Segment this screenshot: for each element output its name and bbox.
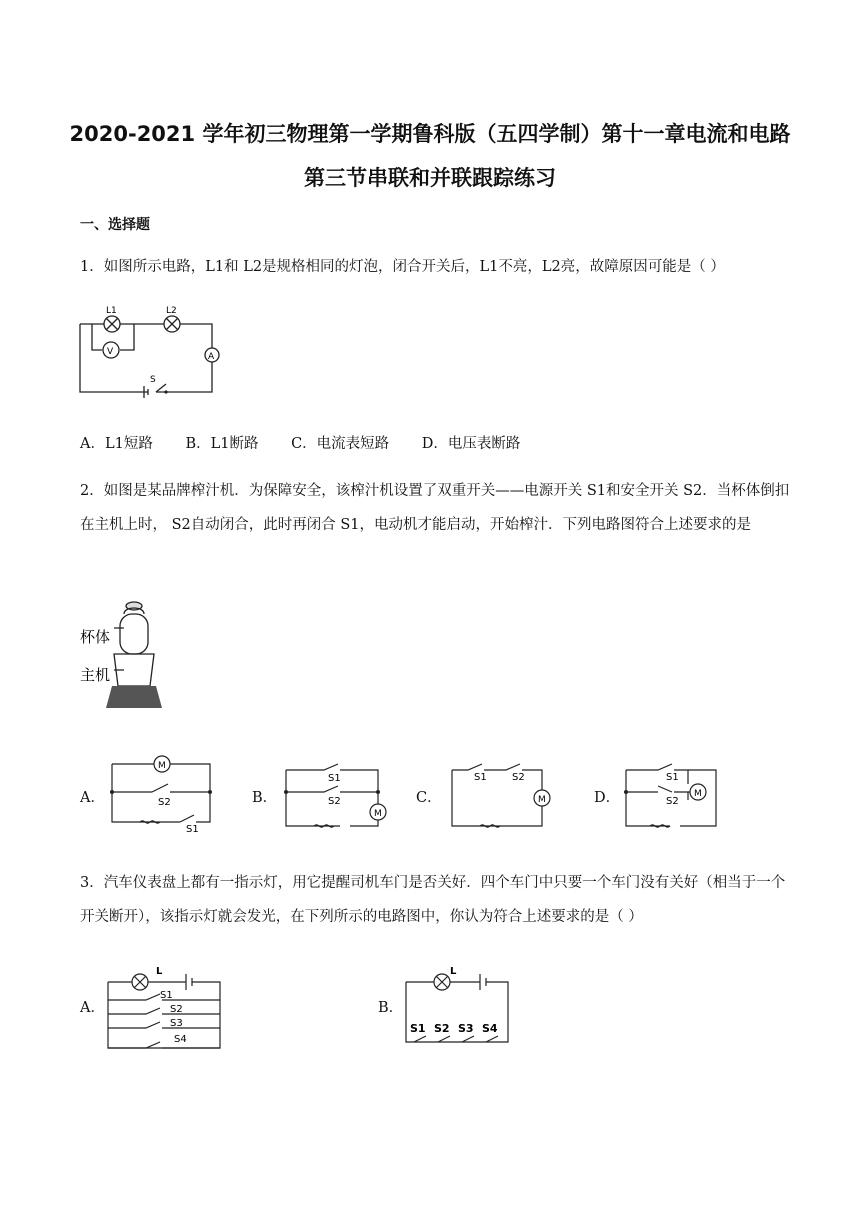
q3-circuit-b [404,962,516,1046]
q2a-s2: S2 [158,797,171,808]
q3b-s1: S1 [410,1022,426,1035]
q2c-s1: S1 [474,772,487,783]
question-1-text: 1．如图所示电路，L1和 L2是规格相同的灯泡，闭合开关后，L1不亮，L2亮，故障原因可能是（ ） [80,259,725,275]
juicer-base-label: 主机 [80,666,111,684]
q2-circuit-d [624,762,724,832]
q2-option-c[interactable]: C． [416,790,442,806]
q1-ammeter-label: A [208,352,215,362]
q2b-s2: S2 [328,796,341,807]
q1-option-a[interactable]: A．L1短路 [80,436,153,452]
title-line-2: 第三节串联和并联跟踪练习 [304,166,556,190]
q3b-s3: S3 [458,1022,474,1035]
q3a-s3: S3 [170,1018,183,1029]
q2-circuit-c [450,760,560,832]
q1-l1-label: L1 [106,306,117,316]
q2c-motor: M [538,795,546,805]
q2-option-d[interactable]: D． [594,790,621,806]
title-line-1: 2020-2021 学年初三物理第一学期鲁科版（五四学制）第十一章电流和电路 [69,122,791,146]
q1-voltmeter-label: V [107,347,114,357]
q2d-s2: S2 [666,796,679,807]
juicer-illustration [80,600,165,710]
q1-option-c[interactable]: C．电流表短路 [291,436,390,452]
q3a-s1: S1 [160,990,173,1001]
q2-option-a[interactable]: A． [80,790,105,806]
q3-option-b[interactable]: B． [378,1000,404,1016]
q2d-motor: M [694,789,702,799]
q1-option-b[interactable]: B．L1断路 [185,436,259,452]
q2-circuit-a [110,752,220,835]
juicer-cup-label: 杯体 [80,628,111,646]
q2c-s2: S2 [512,772,525,783]
q3a-s4: S4 [174,1034,187,1045]
q3-circuit-a [106,962,226,1052]
q2-option-b[interactable]: B． [252,790,278,806]
section-heading: 一、选择题 [80,217,150,233]
question-1-options [80,432,548,453]
q3-option-a[interactable]: A． [80,1000,105,1016]
q2b-s1: S1 [328,773,341,784]
q1-option-d[interactable]: D．电压表断路 [421,436,521,452]
q2b-motor: M [374,809,382,819]
q1-switch-label: S [150,375,156,385]
q2d-s1: S1 [666,772,679,783]
q2-circuit-b [284,762,394,832]
q3b-lamp-label: L [450,966,457,977]
question-3-text: 3．汽车仪表盘上都有一指示灯，用它提醒司机车门是否关好．四个车门中只要一个车门没有关好（相当于一个开关断开），该指示灯就会发光，在下列所示的电路图中，你认为符合上述要求的是（ ） [80,875,786,925]
q3b-s2: S2 [434,1022,450,1035]
q1-l2-label: L2 [166,306,177,316]
q1-circuit-diagram [78,306,228,398]
q3a-s2: S2 [170,1004,183,1015]
question-2-text: 2．如图是某品牌榨汁机．为保障安全，该榨汁机设置了双重开关——电源开关 S1和安全开关 S2．当杯体倒扣在主机上时， S2自动闭合，此时再闭合 S1，电动机才能启动，开始榨汁．下列电路图符合上述要求的是 [80,483,790,533]
q3b-s4: S4 [482,1022,498,1035]
q2a-s1: S1 [186,824,199,835]
q3a-lamp-label: L [156,966,163,977]
q2a-motor: M [158,761,166,771]
